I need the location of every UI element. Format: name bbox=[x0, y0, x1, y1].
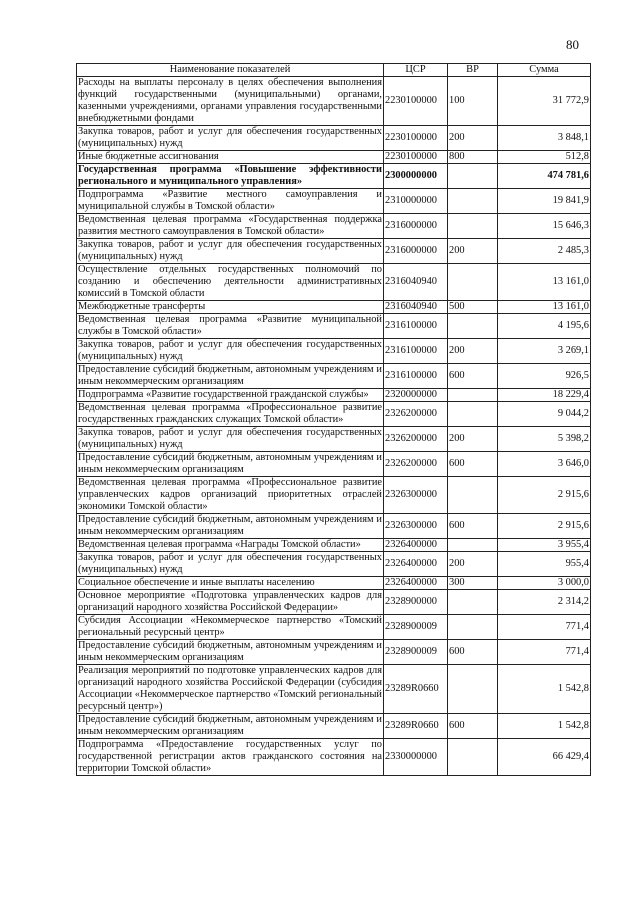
cell-csr: 2230100000 bbox=[384, 151, 448, 164]
cell-vr: 600 bbox=[448, 640, 498, 665]
cell-name: Ведомственная целевая программа «Профессиональное развитие государственных гражданских служащих Томской области» bbox=[78, 402, 382, 425]
cell-sum: 3 955,4 bbox=[498, 539, 591, 552]
cell-vr: 600 bbox=[448, 514, 498, 539]
table-row bbox=[77, 552, 591, 577]
cell-sum: 13 161,0 bbox=[498, 301, 591, 314]
cell-sum: 3 848,1 bbox=[498, 126, 591, 151]
cell-name: Расходы на выплаты персоналу в целях обеспечения выполнения функций государственными (муниципальными) органами, казенными учреждениями, органами управления государственными внебюджетными фондами bbox=[78, 77, 382, 124]
cell-vr bbox=[448, 739, 498, 776]
table-row bbox=[77, 539, 591, 552]
table-row bbox=[77, 514, 591, 539]
cell-name: Закупка товаров, работ и услуг для обеспечения государственных (муниципальных) нужд bbox=[78, 126, 382, 149]
cell-sum: 1 542,8 bbox=[498, 665, 591, 714]
table-row bbox=[77, 477, 591, 514]
table-row bbox=[77, 239, 591, 264]
cell-vr bbox=[448, 189, 498, 214]
cell-name: Предоставление субсидий бюджетным, автономным учреждениям и иным некоммерческим организациям bbox=[78, 714, 382, 737]
table-row bbox=[77, 264, 591, 301]
cell-name: Закупка товаров, работ и услуг для обеспечения государственных (муниципальных) нужд bbox=[78, 339, 382, 362]
cell-name: Субсидия Ассоциации «Некоммерческое партнерство «Томский региональный ресурсный центр» bbox=[78, 615, 382, 638]
cell-name: Предоставление субсидий бюджетным, автономным учреждениям и иным некоммерческим организациям bbox=[78, 452, 382, 475]
cell-vr: 200 bbox=[448, 427, 498, 452]
cell-vr bbox=[448, 214, 498, 239]
cell-sum: 19 841,9 bbox=[498, 189, 591, 214]
table-row bbox=[77, 339, 591, 364]
cell-name: Ведомственная целевая программа «Профессиональное развитие управленческих кадров организаций приоритетных отраслей экономики Томской области» bbox=[78, 477, 382, 512]
cell-vr bbox=[448, 389, 498, 402]
cell-csr: 2326300000 bbox=[384, 477, 448, 514]
cell-csr: 2326200000 bbox=[384, 452, 448, 477]
cell-vr bbox=[448, 264, 498, 301]
cell-vr bbox=[448, 314, 498, 339]
cell-csr: 2316040940 bbox=[384, 301, 448, 314]
cell-csr: 2310000000 bbox=[384, 189, 448, 214]
table-row bbox=[77, 402, 591, 427]
cell-sum: 474 781,6 bbox=[498, 164, 591, 189]
cell-name: Иные бюджетные ассигнования bbox=[77, 151, 384, 164]
cell-vr bbox=[448, 615, 498, 640]
cell-csr: 2230100000 bbox=[384, 126, 448, 151]
table-row bbox=[77, 640, 591, 665]
cell-vr bbox=[448, 665, 498, 714]
cell-vr: 100 bbox=[448, 77, 498, 126]
cell-sum: 66 429,4 bbox=[498, 739, 591, 776]
cell-sum: 955,4 bbox=[498, 552, 591, 577]
table-row bbox=[77, 189, 591, 214]
cell-name: Подпрограмма «Развитие государственной гражданской службы» bbox=[77, 389, 384, 402]
cell-sum: 5 398,2 bbox=[498, 427, 591, 452]
table-row bbox=[77, 151, 591, 164]
table-row bbox=[77, 164, 591, 189]
cell-sum: 4 195,6 bbox=[498, 314, 591, 339]
cell-vr: 500 bbox=[448, 301, 498, 314]
table-row bbox=[77, 126, 591, 151]
cell-name: Предоставление субсидий бюджетным, автономным учреждениям и иным некоммерческим организациям bbox=[78, 364, 382, 387]
cell-name: Осуществление отдельных государственных полномочий по созданию и обеспечению деятельности административных комиссий в Томской области bbox=[78, 264, 382, 299]
table-row bbox=[77, 739, 591, 776]
cell-sum: 2 915,6 bbox=[498, 477, 591, 514]
cell-name: Закупка товаров, работ и услуг для обеспечения государственных (муниципальных) нужд bbox=[78, 239, 382, 262]
cell-csr: 2326200000 bbox=[384, 402, 448, 427]
cell-name: Ведомственная целевая программа «Развитие муниципальной службы в Томской области» bbox=[78, 314, 382, 337]
cell-csr: 2330000000 bbox=[384, 739, 448, 776]
cell-csr: 2320000000 bbox=[384, 389, 448, 402]
table-row bbox=[77, 714, 591, 739]
cell-name: Государственная программа «Повышение эффективности регионального и муниципального управления» bbox=[78, 164, 382, 187]
cell-name: Подпрограмма «Предоставление государственных услуг по государственной регистрации актов гражданского состояния на территории Томской области» bbox=[78, 739, 382, 774]
cell-sum: 3 000,0 bbox=[498, 577, 591, 590]
cell-sum: 9 044,2 bbox=[498, 402, 591, 427]
table-row bbox=[77, 314, 591, 339]
cell-sum: 2 314,2 bbox=[498, 590, 591, 615]
table-row bbox=[77, 77, 591, 126]
table-header-row bbox=[77, 64, 591, 77]
cell-csr: 23289R0660 bbox=[384, 714, 448, 739]
cell-name: Межбюджетные трансферты bbox=[77, 301, 384, 314]
cell-sum: 512,8 bbox=[498, 151, 591, 164]
table-row bbox=[77, 452, 591, 477]
cell-csr: 2316040940 bbox=[384, 264, 448, 301]
cell-csr: 23289R0660 bbox=[384, 665, 448, 714]
table-row bbox=[77, 665, 591, 714]
cell-vr bbox=[448, 590, 498, 615]
table-row bbox=[77, 615, 591, 640]
cell-sum: 3 646,0 bbox=[498, 452, 591, 477]
cell-sum: 1 542,8 bbox=[498, 714, 591, 739]
table-row bbox=[77, 577, 591, 590]
cell-sum: 926,5 bbox=[498, 364, 591, 389]
cell-csr: 2300000000 bbox=[384, 164, 448, 189]
cell-vr: 800 bbox=[448, 151, 498, 164]
cell-sum: 15 646,3 bbox=[498, 214, 591, 239]
cell-name: Ведомственная целевая программа «Государственная поддержка развития местного самоуправления в Томской области» bbox=[78, 214, 382, 237]
cell-name: Подпрограмма «Развитие местного самоуправления и муниципальной службы в Томской области» bbox=[78, 189, 382, 212]
cell-csr: 2230100000 bbox=[384, 77, 448, 126]
header-vr: ВР bbox=[448, 64, 498, 77]
cell-sum: 13 161,0 bbox=[498, 264, 591, 301]
header-csr: ЦСР bbox=[384, 64, 448, 77]
cell-name: Предоставление субсидий бюджетным, автономным учреждениям и иным некоммерческим организациям bbox=[78, 640, 382, 663]
cell-name: Реализация мероприятий по подготовке управленческих кадров для организаций народного хозяйства Российской Федерации (субсидия Ассоциации «Некоммерческое партнерство «Томский региональный ресурсный центр») bbox=[78, 665, 382, 712]
cell-name: Предоставление субсидий бюджетным, автономным учреждениям и иным некоммерческим организациям bbox=[78, 514, 382, 537]
table-row bbox=[77, 427, 591, 452]
cell-vr bbox=[448, 539, 498, 552]
cell-vr bbox=[448, 477, 498, 514]
cell-csr: 2316100000 bbox=[384, 339, 448, 364]
cell-vr: 600 bbox=[448, 364, 498, 389]
cell-csr: 2328900009 bbox=[384, 640, 448, 665]
cell-name: Ведомственная целевая программа «Награды Томской области» bbox=[77, 539, 384, 552]
cell-sum: 2 485,3 bbox=[498, 239, 591, 264]
cell-csr: 2316000000 bbox=[384, 214, 448, 239]
cell-vr: 200 bbox=[448, 126, 498, 151]
cell-csr: 2328900000 bbox=[384, 590, 448, 615]
cell-sum: 771,4 bbox=[498, 640, 591, 665]
cell-vr: 600 bbox=[448, 452, 498, 477]
table-body bbox=[77, 77, 591, 776]
table-row bbox=[77, 389, 591, 402]
table-row bbox=[77, 364, 591, 389]
page-number: 80 bbox=[566, 37, 579, 52]
table-row bbox=[77, 301, 591, 314]
cell-sum: 31 772,9 bbox=[498, 77, 591, 126]
cell-csr: 2326400000 bbox=[384, 539, 448, 552]
cell-sum: 2 915,6 bbox=[498, 514, 591, 539]
cell-sum: 771,4 bbox=[498, 615, 591, 640]
cell-sum: 18 229,4 bbox=[498, 389, 591, 402]
cell-csr: 2328900009 bbox=[384, 615, 448, 640]
cell-vr bbox=[448, 402, 498, 427]
cell-sum: 3 269,1 bbox=[498, 339, 591, 364]
cell-csr: 2326400000 bbox=[384, 552, 448, 577]
cell-vr: 200 bbox=[448, 339, 498, 364]
table-row bbox=[77, 590, 591, 615]
cell-csr: 2316100000 bbox=[384, 364, 448, 389]
table-row bbox=[77, 214, 591, 239]
cell-csr: 2316000000 bbox=[384, 239, 448, 264]
cell-csr: 2316100000 bbox=[384, 314, 448, 339]
cell-csr: 2326200000 bbox=[384, 427, 448, 452]
cell-vr: 200 bbox=[448, 552, 498, 577]
budget-table bbox=[76, 63, 591, 776]
cell-name: Социальное обеспечение и иные выплаты населению bbox=[77, 577, 384, 590]
cell-vr bbox=[448, 164, 498, 189]
cell-name: Закупка товаров, работ и услуг для обеспечения государственных (муниципальных) нужд bbox=[78, 427, 382, 450]
cell-csr: 2326300000 bbox=[384, 514, 448, 539]
header-name: Наименование показателей bbox=[77, 64, 384, 77]
cell-name: Закупка товаров, работ и услуг для обеспечения государственных (муниципальных) нужд bbox=[78, 552, 382, 575]
cell-csr: 2326400000 bbox=[384, 577, 448, 590]
cell-name: Основное мероприятие «Подготовка управленческих кадров для организаций народного хозяйства Российской Федерации» bbox=[78, 590, 382, 613]
cell-vr: 300 bbox=[448, 577, 498, 590]
cell-vr: 600 bbox=[448, 714, 498, 739]
header-sum: Сумма bbox=[498, 64, 591, 77]
cell-vr: 200 bbox=[448, 239, 498, 264]
